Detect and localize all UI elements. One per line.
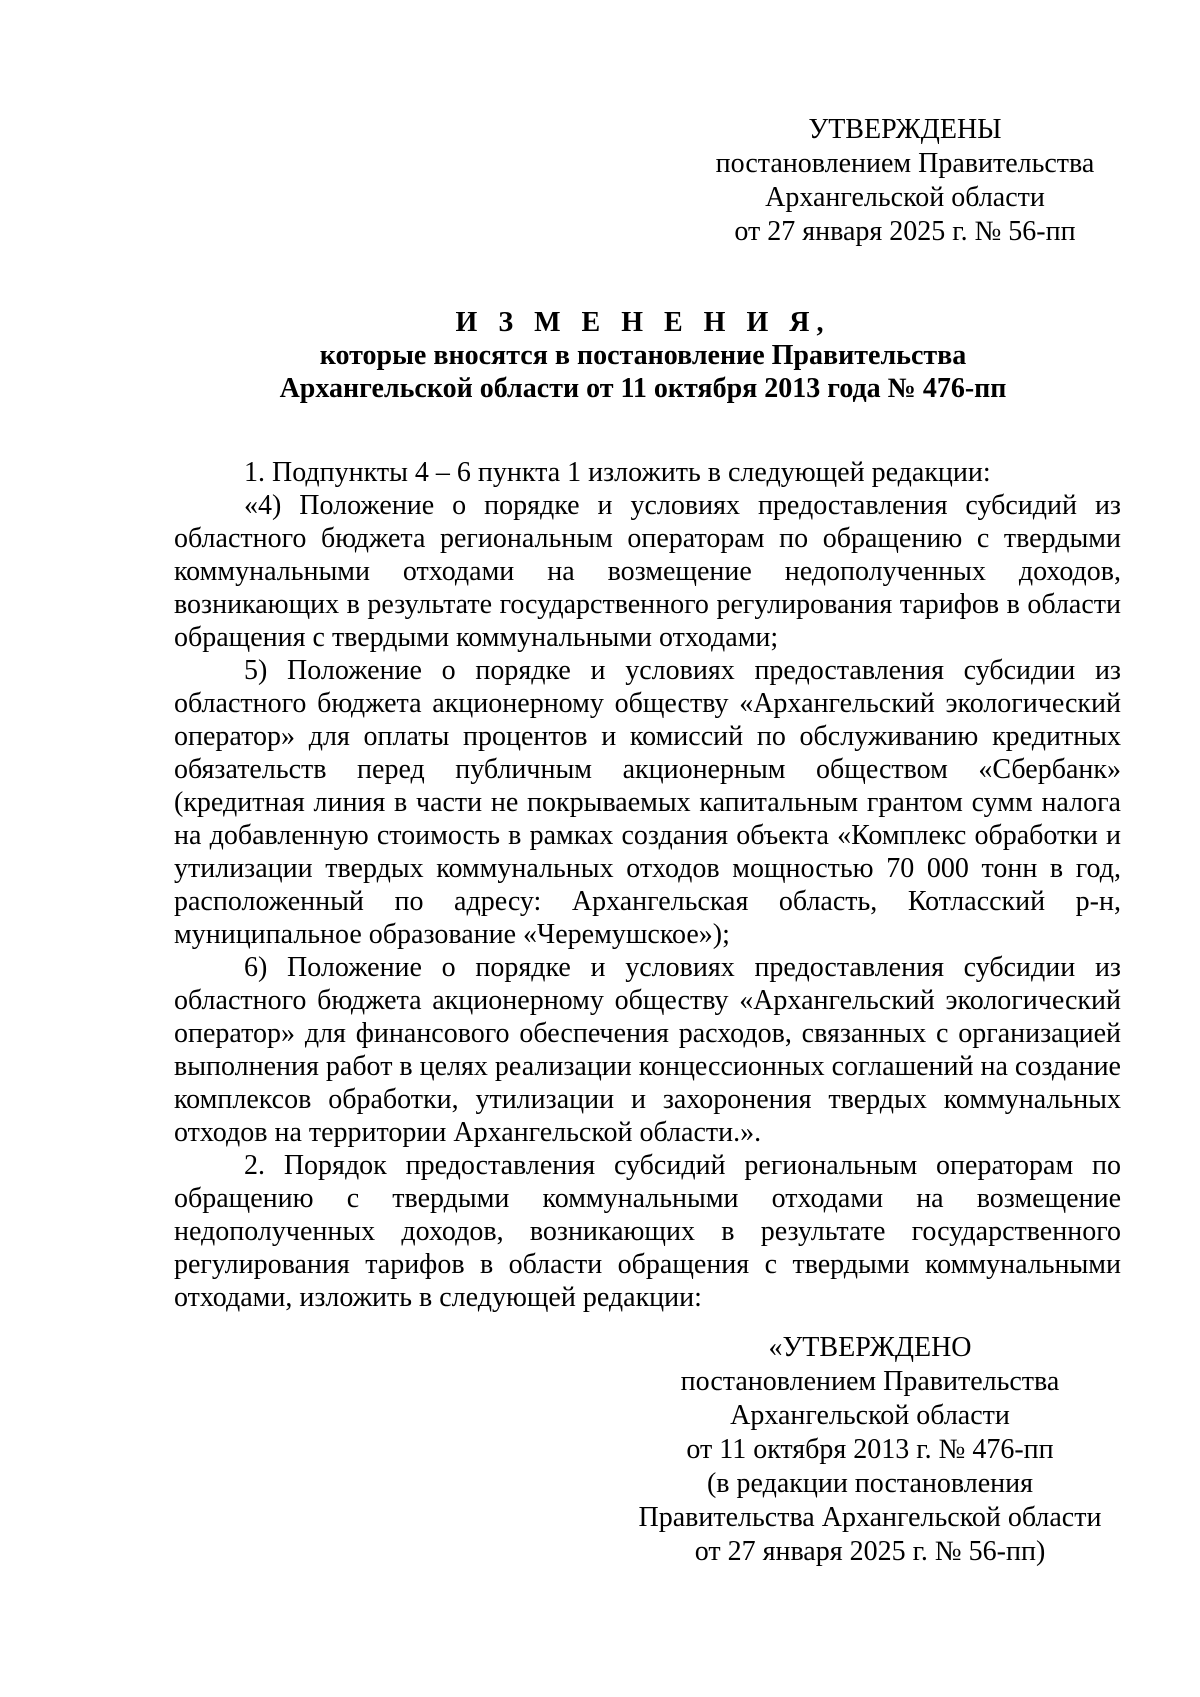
approval-stamp-date: от 11 октября 2013 г. № 476-пп <box>686 1434 1054 1465</box>
paragraph-subitem-4: «4) Положение о порядке и условиях предоставления субсидий из областного бюджета региональным операторам по обращению с твердыми коммунальными отходами на возмещение недополученных доходов, возникающих в результате государственного регулирования тарифов в области обращения с твердыми коммунальными отходами; <box>174 490 1121 653</box>
approval-stamp-bottom <box>620 1331 1120 1569</box>
approval-stamp-date: от 27 января 2025 г. № 56-пп) <box>694 1536 1046 1567</box>
document-subtitle-line: которые вносятся в постановление Правительства <box>319 340 967 371</box>
document-heading <box>168 306 1118 405</box>
document-body <box>174 456 1121 1314</box>
approval-stamp-top <box>690 113 1120 249</box>
approval-stamp-title: УТВЕРЖДЕНЫ <box>808 114 1002 145</box>
approval-stamp-line: Архангельской области <box>765 182 1045 213</box>
approval-stamp-line: Архангельской области <box>730 1400 1010 1431</box>
approval-stamp-line: (в редакции постановления <box>706 1468 1034 1499</box>
document-subtitle-line: Архангельской области от 11 октября 2013 года № 476-пп <box>279 373 1007 404</box>
approval-stamp-title: «УТВЕРЖДЕНО <box>768 1332 972 1363</box>
approval-stamp-line: Правительства Архангельской области <box>638 1502 1102 1533</box>
approval-stamp-line: постановлением Правительства <box>715 148 1095 179</box>
approval-stamp-line: постановлением Правительства <box>680 1366 1060 1397</box>
paragraph-subitem-5: 5) Положение о порядке и условиях предоставления субсидии из областного бюджета акционерному обществу «Архангельский экологический оператор» для оплаты процентов и комиссий по обслуживанию кредитных обязательств перед публичным акционерным обществом «Сбербанк» (кредитная линия в части не покрываемых капитальным грантом сумм налога на добавленную стоимость в рамках создания объекта «Комплекс обработки и утилизации твердых коммунальных отходов мощностью 70 000 тонн в год, расположенный по адресу: Архангельская область, Котласский р-н, муниципальное образование «Черемушское»); <box>174 655 1121 950</box>
document-title: И З М Е Н Е Н И Я, <box>455 307 831 338</box>
paragraph-item-1: 1. Подпункты 4 – 6 пункта 1 изложить в следующей редакции: <box>244 457 991 488</box>
paragraph-item-2: 2. Порядок предоставления субсидий региональным операторам по обращению с твердыми коммунальными отходами на возмещение недополученных доходов, возникающих в результате государственного регулирования тарифов в области обращения с твердыми коммунальными отходами, изложить в следующей редакции: <box>174 1150 1121 1313</box>
paragraph-subitem-6: 6) Положение о порядке и условиях предоставления субсидии из областного бюджета акционерному обществу «Архангельский экологический оператор» для финансового обеспечения расходов, связанных с организацией выполнения работ в целях реализации концессионных соглашений на создание комплексов обработки, утилизации и захоронения твердых коммунальных отходов на территории Архангельской области.». <box>174 952 1121 1148</box>
approval-stamp-date: от 27 января 2025 г. № 56-пп <box>734 216 1076 247</box>
